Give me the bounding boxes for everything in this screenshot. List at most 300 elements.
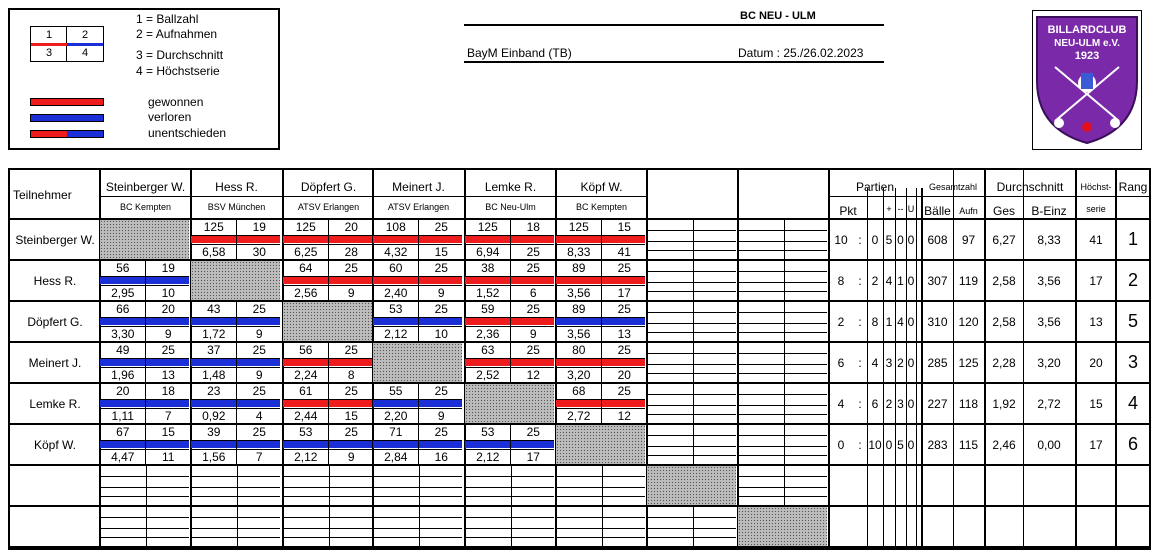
cell-balls: 125 — [203, 220, 224, 234]
cell-average: 4,32 — [384, 245, 408, 259]
cell-vline — [236, 220, 237, 259]
billard-logo-icon — [1033, 11, 1141, 149]
empty-subline — [738, 373, 827, 374]
games-minus: 4 — [897, 315, 904, 329]
cell-vline — [510, 220, 511, 259]
games-plus: 5 — [885, 233, 893, 247]
avg-total: 1,92 — [992, 397, 1016, 411]
rank: 2 — [1127, 270, 1138, 290]
cell-vline — [328, 425, 329, 464]
empty-subline — [738, 312, 827, 313]
self-match-cell — [556, 425, 645, 464]
empty-subline — [465, 476, 554, 477]
empty-subline — [738, 291, 827, 292]
participant-name: Steinberger W. — [15, 233, 95, 247]
empty-subline — [738, 435, 827, 436]
cell-balls: 59 — [481, 302, 495, 316]
cell-innings: 19 — [252, 220, 266, 234]
cell-innings: 20 — [344, 220, 358, 234]
cell-highrun: 12 — [526, 368, 540, 382]
cell-balls: 63 — [481, 343, 495, 357]
rank: 6 — [1127, 434, 1138, 454]
empty-subline — [738, 496, 827, 497]
self-match-cell — [373, 343, 462, 382]
cell-highrun: 16 — [434, 450, 448, 464]
avg-best: 3,56 — [1037, 274, 1061, 288]
empty-vline — [693, 220, 694, 259]
cell-vline — [510, 302, 511, 341]
rank: 5 — [1127, 311, 1138, 331]
key-cell-4: 4 — [81, 47, 89, 59]
empty-subline — [738, 487, 827, 488]
empty-subline — [647, 312, 736, 313]
rank: 1 — [1127, 229, 1138, 249]
cell-innings: 25 — [617, 384, 631, 398]
partien-header: Partien — [855, 180, 895, 194]
column-name: Lemke R. — [484, 180, 537, 194]
empty-subline — [738, 323, 827, 324]
pkt-won: 10 — [834, 233, 848, 247]
cell-average: 2,56 — [294, 286, 318, 300]
key-cell-3: 3 — [45, 47, 53, 59]
empty-subline — [738, 332, 827, 333]
empty-subline — [465, 496, 554, 497]
cell-balls: 125 — [477, 220, 498, 234]
empty-subline — [738, 394, 827, 395]
aufn-header: Aufn — [959, 206, 978, 216]
cell-innings: 25 — [344, 425, 358, 439]
cell-highrun: 13 — [161, 368, 175, 382]
cell-balls: 71 — [389, 425, 403, 439]
row-divider — [10, 464, 1149, 466]
cell-average: 1,72 — [202, 327, 226, 341]
cell-highrun: 17 — [617, 286, 631, 300]
cell-highrun: 4 — [255, 409, 263, 423]
empty-vline — [237, 466, 238, 505]
empty-vline — [784, 302, 785, 341]
column-club: BC Kempten — [575, 202, 628, 212]
stat-subline — [985, 196, 1075, 197]
cell-innings: 25 — [434, 220, 448, 234]
cell-balls: 64 — [299, 261, 313, 275]
cell-average: 2,12 — [384, 327, 408, 341]
cell-innings: 25 — [434, 425, 448, 439]
empty-subline — [283, 487, 372, 488]
cell-vline — [145, 343, 146, 382]
participant-name: Meinert J. — [28, 356, 82, 370]
cell-highrun: 25 — [526, 245, 540, 259]
logo-line2: NEU-ULM e.V. — [1054, 38, 1120, 49]
empty-vline — [693, 384, 694, 423]
empty-subline — [191, 517, 280, 518]
games-plus: 4 — [885, 274, 893, 288]
avg-total: 2,46 — [992, 438, 1016, 452]
cell-balls: 53 — [389, 302, 403, 316]
empty-subline — [100, 517, 189, 518]
legend-key-1: 1 = Ballzahl — [136, 12, 199, 26]
cell-highrun: 10 — [434, 327, 448, 341]
empty-vline — [693, 343, 694, 382]
cell-highrun: 30 — [252, 245, 266, 259]
empty-vline — [329, 466, 330, 505]
cell-vline — [145, 425, 146, 464]
pkt-colon: : — [858, 315, 862, 329]
logo-line1: BILLARDCLUB — [1047, 24, 1127, 36]
cell-highrun: 7 — [255, 450, 263, 464]
cell-vline — [236, 302, 237, 341]
cell-innings: 25 — [252, 343, 266, 357]
lost-bar — [30, 114, 104, 122]
avg-best: 0,00 — [1037, 438, 1061, 452]
games-u: 0 — [907, 397, 915, 411]
cell-average: 1,56 — [202, 450, 226, 464]
empty-subline — [647, 364, 736, 365]
cell-average: 4,47 — [111, 450, 135, 464]
pkt-header: Pkt — [839, 204, 857, 218]
total-balls: 227 — [927, 397, 948, 411]
empty-subline — [738, 446, 827, 447]
total-innings: 125 — [958, 356, 979, 370]
cell-vline — [418, 220, 419, 259]
cell-innings: 20 — [161, 302, 175, 316]
total-innings: 118 — [958, 397, 979, 411]
cell-balls: 68 — [572, 384, 586, 398]
empty-subline — [647, 332, 736, 333]
pkt-lost: 0 — [871, 233, 879, 247]
total-innings: 97 — [961, 233, 976, 247]
cell-highrun: 12 — [617, 409, 631, 423]
empty-subline — [100, 528, 189, 529]
cell-highrun: 9 — [437, 409, 445, 423]
cell-vline — [418, 425, 419, 464]
cell-highrun: 7 — [164, 409, 172, 423]
total-innings: 115 — [958, 438, 979, 452]
empty-subline — [647, 446, 736, 447]
cell-highrun: 41 — [617, 245, 631, 259]
results-table — [8, 168, 1151, 550]
blank-shade — [647, 466, 736, 505]
legend-key-4: 4 = Höchstserie — [136, 64, 220, 78]
cell-average: 6,58 — [202, 245, 226, 259]
cell-vline — [236, 384, 237, 423]
pkt-colon: : — [858, 438, 862, 452]
cell-vline — [418, 261, 419, 300]
avg-best: 3,20 — [1037, 356, 1061, 370]
empty-subline — [465, 537, 554, 538]
participant-name: Hess R. — [33, 274, 77, 288]
empty-subline — [556, 528, 645, 529]
games-u: 0 — [907, 274, 915, 288]
empty-subline — [647, 405, 736, 406]
empty-subline — [100, 476, 189, 477]
cell-highrun: 9 — [164, 327, 172, 341]
cell-average: 1,48 — [202, 368, 226, 382]
games-minus: 5 — [897, 438, 904, 452]
column-club: BC Kempten — [119, 202, 172, 212]
cell-average: 3,20 — [567, 368, 591, 382]
cell-highrun: 15 — [434, 245, 448, 259]
cell-vline — [601, 302, 602, 341]
cell-average: 1,11 — [111, 409, 134, 423]
cell-innings: 25 — [344, 343, 358, 357]
column-name: Döpfert G. — [300, 180, 357, 194]
cell-vline — [601, 343, 602, 382]
club-logo — [1032, 10, 1142, 150]
cell-innings: 18 — [161, 384, 175, 398]
cell-average: 1,52 — [476, 286, 500, 300]
empty-subline — [647, 528, 736, 529]
games-plus: 1 — [885, 315, 893, 329]
empty-subline — [556, 517, 645, 518]
legend-key-2: 2 = Aufnahmen — [136, 27, 218, 41]
empty-vline — [146, 507, 147, 546]
empty-vline — [602, 507, 603, 546]
row-divider — [10, 505, 1149, 507]
empty-subline — [647, 250, 736, 251]
empty-subline — [738, 230, 827, 231]
cell-average: 3,56 — [567, 327, 591, 341]
self-match-cell — [283, 302, 372, 341]
cell-highrun: 28 — [344, 245, 358, 259]
avg-best: 2,72 — [1037, 397, 1061, 411]
rank: 4 — [1127, 393, 1138, 413]
cell-innings: 15 — [161, 425, 175, 439]
cell-vline — [236, 425, 237, 464]
games-u: 0 — [907, 356, 915, 370]
empty-vline — [419, 507, 420, 546]
cell-balls: 67 — [116, 425, 130, 439]
avg-total: 2,28 — [992, 356, 1016, 370]
empty-subline — [373, 496, 462, 497]
durch-header: Durchschnitt — [996, 180, 1064, 194]
cell-average: 2,44 — [294, 409, 318, 423]
minus-header: -- — [897, 204, 904, 214]
cell-vline — [145, 261, 146, 300]
pkt-lost: 8 — [871, 315, 879, 329]
cell-innings: 25 — [161, 343, 175, 357]
avg-total: 2,58 — [992, 274, 1016, 288]
balle-header: Bälle — [924, 204, 951, 218]
empty-vline — [784, 466, 785, 505]
games-minus: 3 — [897, 397, 904, 411]
cell-balls: 89 — [572, 302, 586, 316]
header-subline — [100, 196, 647, 197]
empty-subline — [738, 241, 827, 242]
legend-draw: unentschieden — [148, 126, 227, 140]
empty-vline — [784, 384, 785, 423]
empty-subline — [373, 476, 462, 477]
cell-average: 8,33 — [567, 245, 591, 259]
empty-subline — [647, 271, 736, 272]
cell-vline — [328, 384, 329, 423]
legend-lost: verloren — [148, 110, 192, 124]
pkt-won: 4 — [837, 397, 845, 411]
cell-vline — [601, 261, 602, 300]
cell-average: 2,12 — [476, 450, 500, 464]
cell-balls: 60 — [389, 261, 403, 275]
pkt-won: 0 — [837, 438, 845, 452]
empty-vline — [329, 507, 330, 546]
serie-header: serie — [1086, 204, 1106, 214]
empty-subline — [191, 528, 280, 529]
cell-innings: 25 — [252, 425, 266, 439]
cell-vline — [328, 220, 329, 259]
cell-innings: 25 — [434, 302, 448, 316]
high-run: 17 — [1089, 438, 1103, 452]
cell-average: 2,20 — [384, 409, 408, 423]
high-run: 20 — [1089, 356, 1103, 370]
cell-innings: 25 — [344, 384, 358, 398]
cell-balls: 53 — [481, 425, 495, 439]
cell-vline — [328, 343, 329, 382]
empty-subline — [465, 487, 554, 488]
rang-header: Rang — [1118, 180, 1148, 194]
games-plus: 3 — [885, 356, 893, 370]
empty-subline — [556, 476, 645, 477]
games-minus: 1 — [897, 274, 904, 288]
col-divider — [737, 170, 739, 548]
cell-vline — [236, 343, 237, 382]
cell-vline — [418, 384, 419, 423]
empty-subline — [738, 476, 827, 477]
high-run: 17 — [1089, 274, 1103, 288]
cell-innings: 25 — [526, 343, 540, 357]
cell-balls: 66 — [116, 302, 130, 316]
cell-vline — [601, 220, 602, 259]
pkt-colon: : — [858, 397, 862, 411]
empty-subline — [647, 282, 736, 283]
games-minus: 0 — [897, 233, 904, 247]
empty-subline — [738, 353, 827, 354]
empty-subline — [373, 517, 462, 518]
rank: 3 — [1127, 352, 1138, 372]
row-divider — [10, 546, 1149, 548]
cell-balls: 49 — [116, 343, 130, 357]
cell-innings: 15 — [617, 220, 631, 234]
column-club: BSV München — [207, 202, 266, 212]
games-u: 0 — [907, 438, 915, 452]
total-innings: 120 — [958, 315, 979, 329]
cell-innings: 25 — [617, 261, 631, 275]
cell-innings: 25 — [526, 261, 540, 275]
cell-vline — [510, 261, 511, 300]
cell-balls: 23 — [207, 384, 221, 398]
cell-innings: 25 — [617, 302, 631, 316]
key-cell-1: 1 — [45, 29, 53, 41]
draw-bar — [30, 130, 104, 138]
empty-vline — [784, 425, 785, 464]
avg-best: 3,56 — [1037, 315, 1061, 329]
cell-innings: 25 — [434, 261, 448, 275]
empty-subline — [647, 537, 736, 538]
empty-subline — [647, 414, 736, 415]
cell-balls: 89 — [572, 261, 586, 275]
games-plus: 2 — [885, 397, 893, 411]
empty-subline — [738, 405, 827, 406]
empty-subline — [373, 487, 462, 488]
cell-highrun: 9 — [255, 368, 263, 382]
column-club: ATSV Erlangen — [297, 202, 360, 212]
empty-subline — [556, 487, 645, 488]
column-name: Meinert J. — [392, 180, 445, 194]
empty-subline — [283, 476, 372, 477]
self-match-cell — [465, 384, 554, 423]
cell-vline — [601, 384, 602, 423]
hoechst-header: Höchst- — [1080, 182, 1112, 192]
empty-subline — [738, 271, 827, 272]
legend-key-box — [30, 26, 104, 62]
empty-subline — [191, 487, 280, 488]
cell-average: 3,30 — [111, 327, 135, 341]
key-cell-2: 2 — [81, 29, 89, 41]
cell-balls: 38 — [481, 261, 495, 275]
participant-name: Lemke R. — [29, 397, 81, 411]
empty-vline — [693, 425, 694, 464]
empty-vline — [784, 343, 785, 382]
event-date: Datum : 25./26.02.2023 — [738, 46, 864, 60]
empty-subline — [556, 537, 645, 538]
empty-vline — [146, 466, 147, 505]
participant-header: Teilnehmer — [13, 188, 72, 202]
avg-total: 2,58 — [992, 315, 1016, 329]
gesamt-header: Gesamtzahl — [928, 182, 978, 192]
empty-subline — [647, 241, 736, 242]
legend-box — [8, 8, 280, 150]
cell-vline — [145, 302, 146, 341]
ges-header: Ges — [992, 204, 1015, 218]
column-club: ATSV Erlangen — [387, 202, 450, 212]
empty-subline — [191, 496, 280, 497]
pkt-lost: 6 — [871, 397, 879, 411]
empty-subline — [100, 496, 189, 497]
cell-average: 2,24 — [294, 368, 318, 382]
pkt-won: 8 — [837, 274, 845, 288]
high-run: 15 — [1089, 397, 1103, 411]
total-balls: 310 — [927, 315, 948, 329]
cell-average: 2,95 — [111, 286, 135, 300]
self-match-cell — [100, 220, 189, 259]
cell-highrun: 13 — [617, 327, 631, 341]
empty-subline — [647, 353, 736, 354]
plus-header: + — [886, 204, 892, 214]
empty-subline — [283, 517, 372, 518]
empty-subline — [283, 528, 372, 529]
cell-balls: 37 — [207, 343, 221, 357]
empty-vline — [693, 507, 694, 546]
cell-average: 3,56 — [567, 286, 591, 300]
cell-innings: 25 — [344, 261, 358, 275]
empty-vline — [693, 261, 694, 300]
self-match-cell — [191, 261, 280, 300]
cell-vline — [328, 261, 329, 300]
empty-vline — [511, 507, 512, 546]
cell-innings: 18 — [526, 220, 540, 234]
games-u: 0 — [907, 315, 915, 329]
high-run: 41 — [1089, 233, 1103, 247]
empty-vline — [693, 302, 694, 341]
u-header: U — [907, 204, 915, 214]
column-name: Köpf W. — [580, 180, 623, 194]
empty-subline — [647, 435, 736, 436]
empty-subline — [373, 537, 462, 538]
participant-name: Döpfert G. — [27, 315, 83, 329]
empty-subline — [465, 517, 554, 518]
empty-subline — [100, 537, 189, 538]
cell-highrun: 8 — [347, 368, 355, 382]
empty-subline — [647, 291, 736, 292]
total-balls: 285 — [927, 356, 948, 370]
cell-average: 2,72 — [567, 409, 591, 423]
